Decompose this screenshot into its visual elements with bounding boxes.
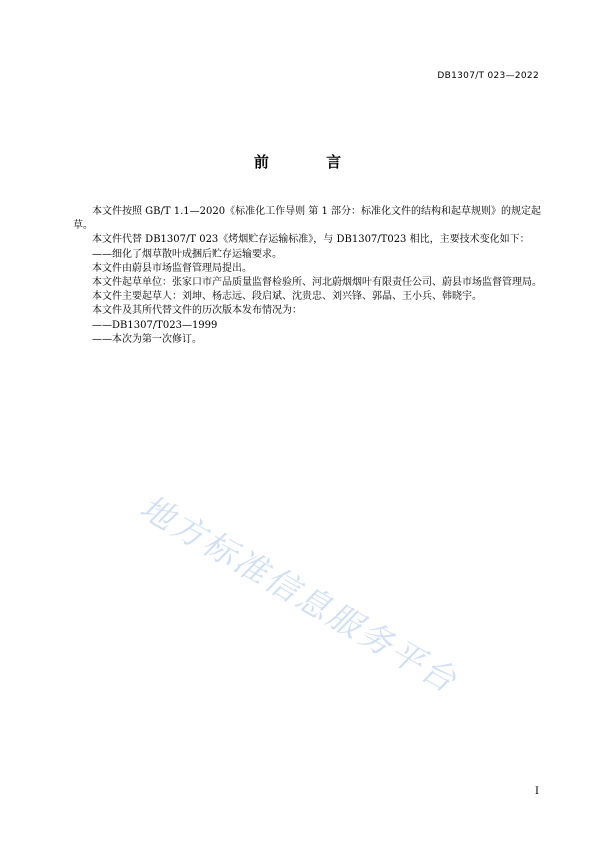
paragraph: 本文件及其所代替文件的历次版本发布情况为： — [92, 305, 302, 317]
watermark: 地方标准信息服务平台 — [133, 487, 465, 701]
paragraph: 本文件由蔚县市场监督管理局提出。 — [92, 262, 252, 274]
paragraph: 本文件主要起草人：刘坤、杨志远、段启斌、沈贵忠、刘兴锋、郭晶、王小兵、韩晓宇。 — [92, 291, 482, 303]
paragraph: ——本次为第一次修订。 — [92, 333, 202, 345]
paragraph: ——细化了烟草散叶成捆后贮存运输要求。 — [92, 248, 282, 260]
page-title: 前 言 — [253, 153, 368, 171]
paragraph: 本文件按照 GB/T 1.1—2020《标准化工作导则 第 1 部分：标准化文件的结构和起草规则》的规定起草。 — [73, 206, 541, 232]
document-code: DB1307/T 023—2022 — [437, 71, 539, 81]
paragraph: 本文件代替 DB1307/T 023《烤烟贮存运输标准》，与 DB1307/T023 相比，主要技术变化如下： — [92, 234, 530, 246]
page-number: I — [535, 786, 539, 797]
paragraph: 本文件起草单位：张家口市产品质量监督检验所、河北蔚烟烟叶有限责任公司、蔚县市场监督管理局。 — [92, 277, 542, 289]
foreword-body — [73, 205, 543, 347]
paragraph: ——DB1307/T023—1999 — [92, 319, 218, 331]
